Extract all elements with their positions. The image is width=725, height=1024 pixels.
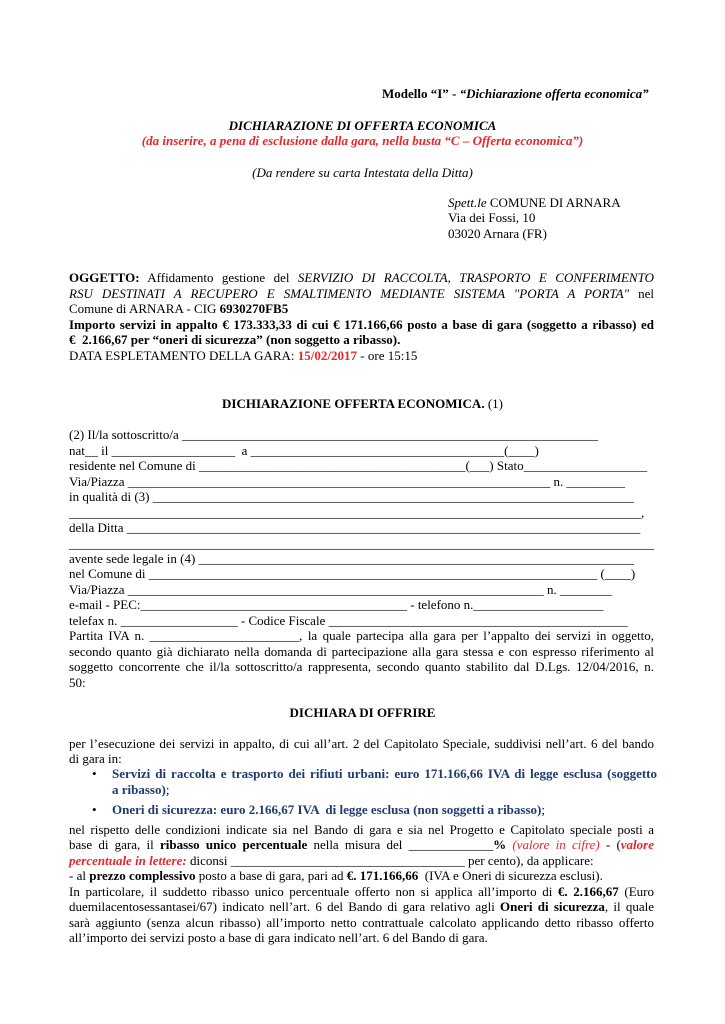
form-company-cont: __________________________________________________________________________________________	[69, 536, 654, 551]
subject-text-cont: nel	[629, 286, 654, 301]
exclusion-text: In particolare, il suddetto ribasso unico percentuale offerto non si applica all’importo di	[69, 884, 558, 899]
bullet-services-cont	[112, 782, 169, 798]
form-role: in qualità di (3) __________________________________________________________________________	[69, 489, 634, 504]
discount-label: ribasso unico percentuale	[159, 837, 308, 852]
discount-percent-sign: %	[493, 837, 513, 852]
total-price-text: posto a base di gara, pari ad	[195, 868, 347, 883]
model-title: “Dichiarazione offerta economica”	[459, 86, 649, 101]
total-price-amount: €. 171.166,66	[346, 868, 419, 883]
section-title-declares: DICHIARA DI OFFRIRE	[289, 705, 436, 720]
discount-intro: base di gara, il	[69, 837, 160, 852]
conditions-line-4	[69, 868, 603, 884]
bullet-safety	[112, 802, 545, 818]
bullet-services	[112, 766, 657, 782]
tender-date-label: DATA ESPLETAMENTO DELLA GARA:	[69, 348, 298, 363]
form-legal-seat: avente sede legale in (4) ___________________________________________________________________	[69, 551, 635, 566]
recipient-street: Via dei Fossi, 10	[448, 210, 536, 225]
form-company: della Ditta _______________________________________________________________________________	[69, 520, 641, 535]
section-title-offer	[0, 396, 725, 412]
form-fax-fiscal: telefax n. __________________ - Codice Fiscale ______________________________________________	[69, 613, 628, 628]
conditions-line-2	[69, 837, 654, 853]
offer-intro-1: per l’esecuzione dei servizi in appalto, di cui all’art. 2 del Capitolato Speciale, suddivisi nell’art. 6 del bando	[69, 736, 654, 751]
subject-service-cont: RSU DESTINATI A RECUPERO E SMALTIMENTO MEDIANTE SISTEMA "PORTA A PORTA"	[69, 286, 630, 301]
recipient-city: 03020 Arnara (FR)	[448, 226, 547, 241]
bullet-services-ribasso: a ribasso)	[112, 782, 166, 797]
bullet-services-text: Servizi di raccolta e trasporto dei rifiuti urbani: euro 171.166,66	[112, 766, 488, 781]
discount-sep: - (	[599, 837, 621, 852]
form-seat-address: Via/Piazza ________________________________________________________________ n. ________	[69, 582, 613, 597]
subject-service: SERVIZIO DI RACCOLTA, TRASPORTO E CONFERIMENTO	[297, 270, 654, 285]
conditions-line-6	[69, 899, 654, 915]
amount-line-2: € 2.166,67 per “oneri di sicurezza” (non soggetto a ribasso).	[69, 332, 401, 347]
discount-words-blank: diconsi ____________________________________ per cento), da applicare:	[186, 853, 594, 868]
conditions-line-1: nel rispetto delle condizioni indicate sia nel Bando di gara e sia nel Progetto e Capitolato speciale posti a	[69, 822, 654, 837]
bullet-icon: •	[92, 766, 97, 781]
bullet-safety-vat: IVA	[297, 802, 319, 817]
safety-costs-label: Oneri di sicurezza	[500, 899, 605, 914]
bullet-services-vat: IVA	[487, 766, 510, 781]
tender-date-line	[69, 348, 417, 364]
model-code: Modello “I” -	[382, 86, 460, 101]
tender-time: - ore 15:15	[357, 348, 418, 363]
cig-code: 6930270FB5	[219, 301, 289, 316]
form-statement-3: 50:	[69, 675, 86, 690]
form-undersigned: (2) Il/la sottoscritto/a ________________________________________________________________	[69, 427, 599, 442]
subject-line-2	[69, 286, 654, 302]
section-title-ref: (1)	[484, 396, 503, 411]
subject-label: OGGETTO:	[69, 270, 140, 285]
bullet-services-semicolon: ;	[165, 782, 170, 797]
model-label	[382, 86, 649, 102]
form-statement-1: secondo quanto già dichiarato nella domanda di partecipazione alla gara stessa e con espresso riferimento al	[69, 644, 654, 659]
total-price-note: (IVA e Oneri di sicurezza esclusi).	[418, 868, 603, 883]
subject-line-3	[69, 301, 288, 317]
discount-words-hint: valore	[620, 837, 654, 852]
form-vat: Partita IVA n. _______________________, la quale partecipa alla gara per l’appalto dei servizi in oggetto,	[69, 628, 654, 643]
form-seat-municipality: nel Comune di _____________________________________________________________________ (____)	[69, 566, 636, 581]
bullet-services-tail: di legge esclusa (soggetto	[509, 766, 658, 781]
bullet-safety-semicolon: ;	[541, 802, 545, 817]
conditions-line-3	[69, 853, 594, 869]
exclusion-amount: €. 2.166,67	[557, 884, 619, 899]
discount-figure-hint: (valore in cifre)	[512, 837, 600, 852]
offer-intro-2: di gara in:	[69, 751, 122, 766]
form-statement-2: soggetto concorrente che il/la sottoscritto/a rappresenta, secondo quanto stabilito dal D.Lgs. 12/04/2016, n.	[69, 659, 654, 674]
tender-date: 15/02/2017	[297, 348, 358, 363]
recipient-line	[448, 195, 621, 211]
form-residence: residente nel Comune di _________________________________________(___) Stato___________________	[69, 458, 648, 473]
exclusion-tail: , il quale	[604, 899, 654, 914]
document-note: (da inserire, a pena di esclusione dalla gara, nella busta “C – Offerta economica”)	[141, 133, 584, 148]
form-address: Via/Piazza _________________________________________________________________ n. _________	[69, 474, 626, 489]
discount-words-hint-cont: percentuale in lettere:	[69, 853, 187, 868]
total-price-intro: - al	[69, 868, 90, 883]
letterhead-note: (Da rendere su carta Intestata della Ditta)	[252, 165, 473, 180]
exclusion-euro: (Euro	[618, 884, 655, 899]
recipient-salutation: Spett.le	[448, 195, 487, 210]
bullet-safety-tail: di legge esclusa (non soggetti a ribasso)	[318, 802, 542, 817]
total-price-label: prezzo complessivo	[89, 868, 196, 883]
form-birth: nat__ il ___________________ a _______________________________________(____)	[69, 443, 539, 458]
discount-blank: nella misura del _____________	[307, 837, 494, 852]
conditions-line-7: sarà aggiunto (senza alcun ribasso) all’importo netto contrattuale calcolato applicando detto ribasso offerto	[69, 915, 654, 930]
bullet-safety-text: Oneri di sicurezza: euro 2.166,67	[112, 802, 298, 817]
conditions-line-5	[69, 884, 654, 900]
document-title: DICHIARAZIONE DI OFFERTA ECONOMICA	[228, 118, 497, 133]
recipient-entity: COMUNE DI ARNARA	[486, 195, 621, 210]
form-contacts: e-mail - PEC:_________________________________________ - telefono n.____________________	[69, 597, 604, 612]
section-title-text: DICHIARAZIONE OFFERTA ECONOMICA.	[222, 396, 485, 411]
subject-municipality: Comune di ARNARA - CIG	[69, 301, 220, 316]
conditions-line-8: all’importo dei servizi posto a base di gara indicato nell’art. 6 del Bando di gara.	[69, 930, 488, 945]
subject-text: Affidamento gestione del	[139, 270, 298, 285]
amount-line-1: Importo servizi in appalto € 173.333,33 di cui € 171.166,66 posto a base di gara (soggetto a ribasso) ed	[69, 317, 654, 332]
exclusion-words: duemilacentosessantasei/67) indicato nell’art. 6 del Bando di gara relativo agli	[69, 899, 501, 914]
bullet-icon: •	[92, 802, 97, 817]
subject-line-1	[69, 270, 654, 286]
form-role-cont: ________________________________________________________________________________________,	[69, 505, 645, 520]
